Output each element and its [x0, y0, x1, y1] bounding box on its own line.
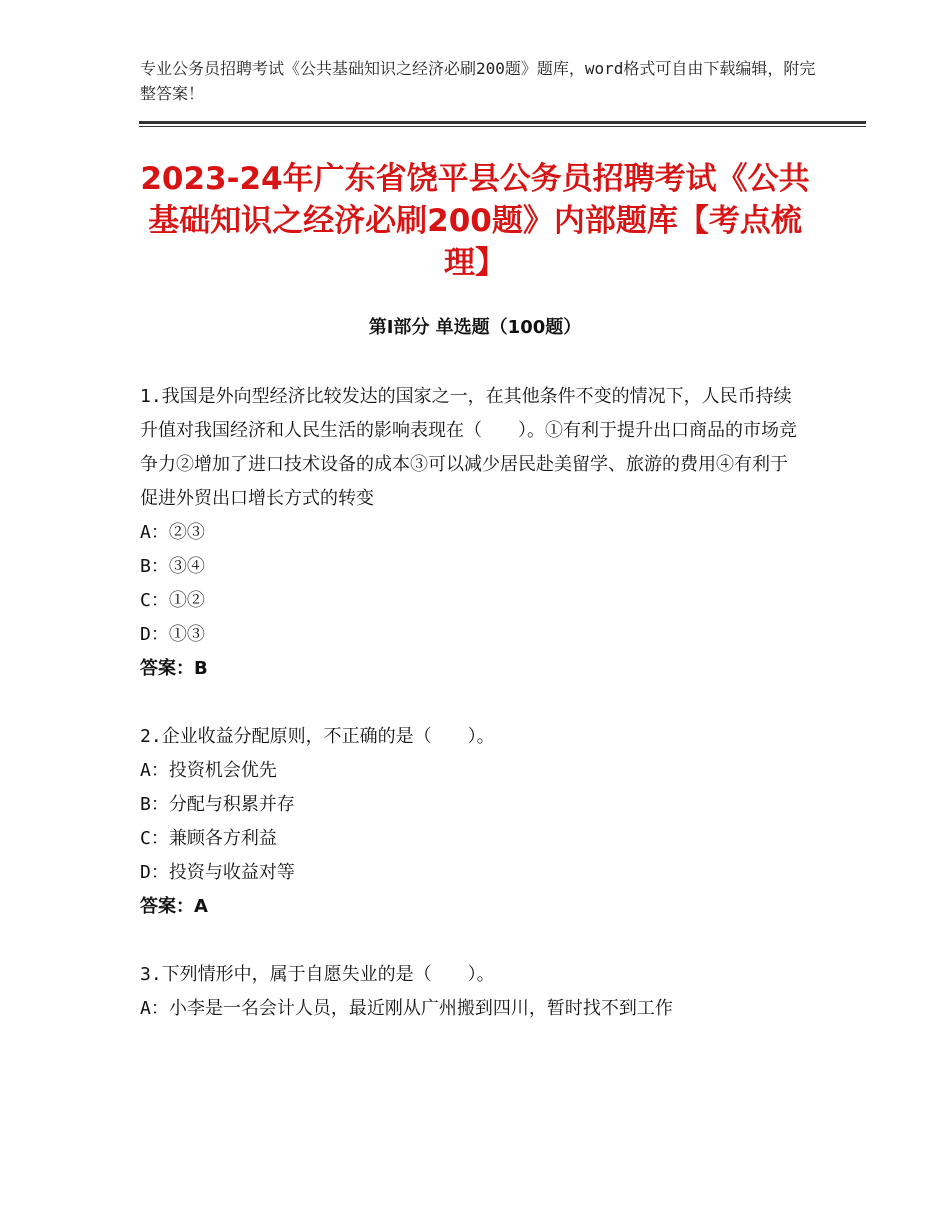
header-divider-thin	[139, 126, 866, 127]
answer: 答案：B	[140, 658, 208, 679]
header-divider-thick	[139, 121, 866, 124]
question-list	[140, 380, 800, 1060]
header-note: 专业公务员招聘考试《公共基础知识之经济必刷200题》题库，word格式可自由下载编辑，附完整答案！	[140, 59, 816, 103]
answer: 答案：A	[140, 896, 208, 917]
option-c: C：兼顾各方利益	[140, 828, 277, 849]
option-b: B：分配与积累并存	[140, 794, 295, 815]
question-1	[140, 380, 800, 686]
question-stem: 1.我国是外向型经济比较发达的国家之一，在其他条件不变的情况下，人民币持续升值对我国经济和人民生活的影响表现在（ ）。①有利于提升出口商品的市场竞争力②增加了进口技术设备的成本③可以减少居民赴美留学、旅游的费用④有利于促进外贸出口增长方式的转变	[140, 386, 797, 509]
section-heading: 第Ⅰ部分 单选题（100题）	[368, 317, 582, 338]
question-2	[140, 720, 800, 924]
question-stem: 2.企业收益分配原则，不正确的是（ ）。	[140, 726, 495, 747]
option-d: D：投资与收益对等	[140, 862, 295, 883]
option-a: A：②③	[140, 522, 205, 543]
option-b: B：③④	[140, 556, 205, 577]
option-a: A：投资机会优先	[140, 760, 277, 781]
option-c: C：①②	[140, 590, 205, 611]
question-stem: 3.下列情形中，属于自愿失业的是（ ）。	[140, 964, 495, 985]
option-a: A：小李是一名会计人员，最近刚从广州搬到四川，暂时找不到工作	[140, 998, 673, 1019]
question-3	[140, 958, 800, 1026]
document-title: 2023-24年广东省饶平县公务员招聘考试《公共基础知识之经济必刷200题》内部题库【考点梳理】	[140, 161, 810, 281]
option-d: D：①③	[140, 624, 205, 645]
